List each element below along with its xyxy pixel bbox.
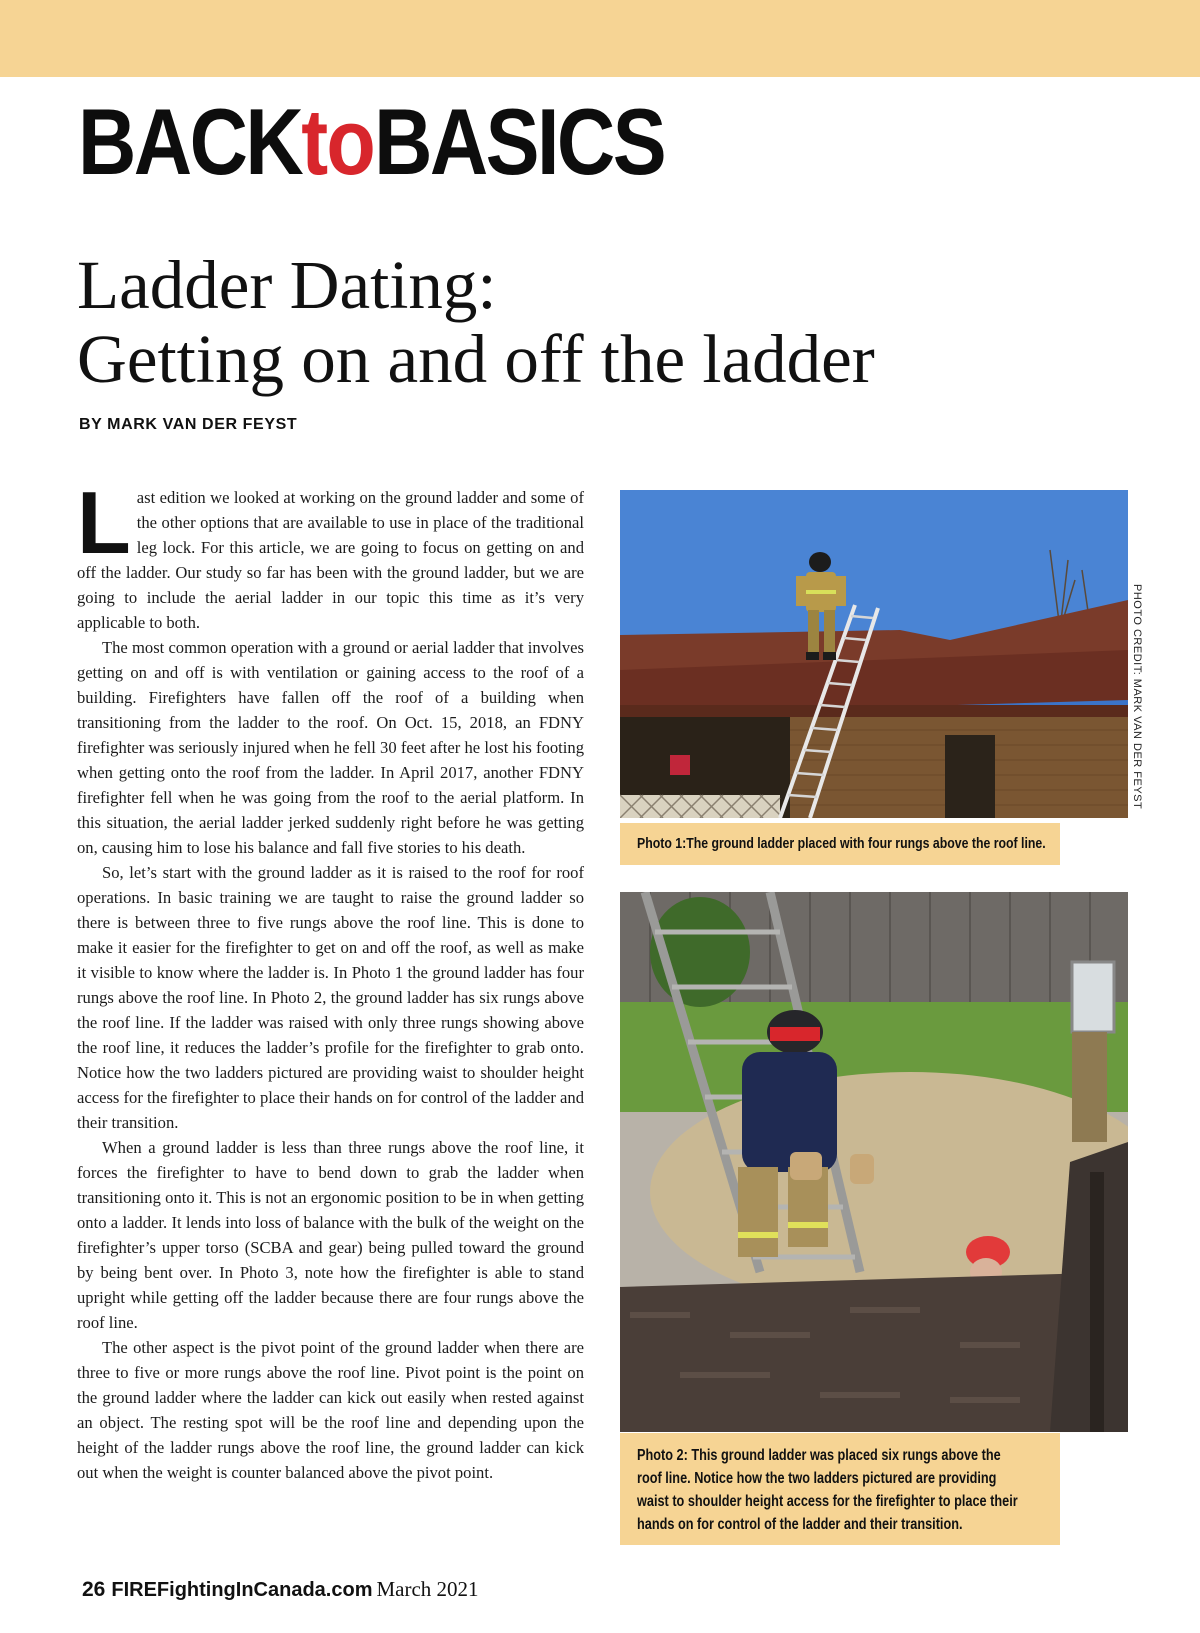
article-body	[77, 473, 584, 1485]
photo-2-caption-text: Photo 2: This ground ladder was placed six rungs above the roof line. Notice how the two ladders pictured are providing waist to shoulder height access for the firefighter to place their hands on for control of the ladder and their transition.	[637, 1447, 1018, 1533]
article-title-line1: Ladder Dating:	[77, 247, 497, 323]
top-color-band	[0, 0, 1200, 77]
paragraph-text: ast edition we looked at working on the ground ladder and some of the other options that are available to use in place of the traditional leg lock. For this article, we are going to focus on getting on and off the ladder. Our study so far has been with the ground ladder, but we are going to include the aerial ladder in our topic this time as it’s very applicable to both.	[77, 488, 584, 632]
section-header	[78, 89, 665, 194]
photo-2-backyard-ladder	[620, 892, 1128, 1432]
body-paragraph: When a ground ladder is less than three rungs above the roof line, it forces the firefighter to have to bend down to grab the ladder when transitioning onto it. This is not an ergonomic position to be in when getting onto a ladder. It lends into loss of balance with the bulk of the weight on the firefighter’s upper torso (SCBA and gear) being pulled toward the ground by being bent over. In Photo 3, note how the firefighter is able to stand upright while getting off the ladder because there are four rungs above the roof line.	[77, 1138, 584, 1332]
photo-1-roof-ladder	[620, 490, 1128, 818]
page-number: 26	[82, 1578, 106, 1601]
photo-1-illustration	[620, 490, 1128, 818]
body-paragraph: The most common operation with a ground or aerial ladder that involves getting on and off is with ventilation or gaining access to the roof of a building. Firefighters have fallen off the roof of a building when transitioning from the ladder to the roof. On Oct. 15, 2018, an FDNY firefighter was seriously injured when he fell 30 feet after he lost his footing when getting onto the roof from the ladder. In April 2017, another FDNY firefighter fell when he was going from the roof to the aerial platform. In this situation, the aerial ladder jerked suddenly right before he was getting on, causing him to lose his balance and fall five stories to his death.	[77, 638, 584, 857]
body-paragraph: The other aspect is the pivot point of the ground ladder when there are three to five or more rungs above the roof line. Pivot point is the point on the ground ladder where the ladder can kick out easily when rested against an object. The resting spot will be the roof line and depending upon the height of the ladder rungs above the roof line, the ground ladder can kick out when the weight is counter balanced above the pivot point.	[77, 1338, 584, 1482]
byline: BY MARK VAN DER FEYST	[79, 416, 298, 433]
photo-credit: PHOTO CREDIT: MARK VAN DER FEYST	[1131, 584, 1143, 810]
body-paragraph	[77, 473, 584, 635]
footer-date: March 2021	[376, 1577, 479, 1601]
photo-2-illustration	[620, 892, 1128, 1432]
page-footer	[82, 1577, 479, 1602]
section-header-to: to	[301, 89, 375, 194]
article-title-line2: Getting on and off the ladder	[77, 321, 875, 397]
body-paragraph: So, let’s start with the ground ladder as it is raised to the roof for roof operations. In basic training we are taught to raise the ground ladder so there is between three to five rungs above the roof line. This is done to make it easier for the firefighter to get on and off the roof, as well as make it visible to know where the ladder is. In Photo 1 the ground ladder has four rungs above the roof line. In Photo 2, the ground ladder has six rungs above the roof line. If the ladder was raised with only three rungs showing above the roof line, it reduces the ladder’s profile for the firefighter to grab onto. Notice how the two ladders pictured are providing waist to shoulder height access for the firefighter to place their hands on for control of the ladder and their transition.	[77, 863, 584, 1132]
photo-2-caption	[620, 1433, 1060, 1545]
article-title	[77, 248, 1137, 396]
section-header-basics: BASICS	[374, 89, 665, 194]
photo-1-caption	[620, 823, 1060, 865]
photo-1-caption-text: Photo 1:The ground ladder placed with four rungs above the roof line.	[637, 835, 1046, 852]
footer-site: FIREFightingInCanada.com	[111, 1579, 373, 1601]
dropcap: L	[77, 473, 131, 572]
section-header-back: BACK	[78, 89, 302, 194]
